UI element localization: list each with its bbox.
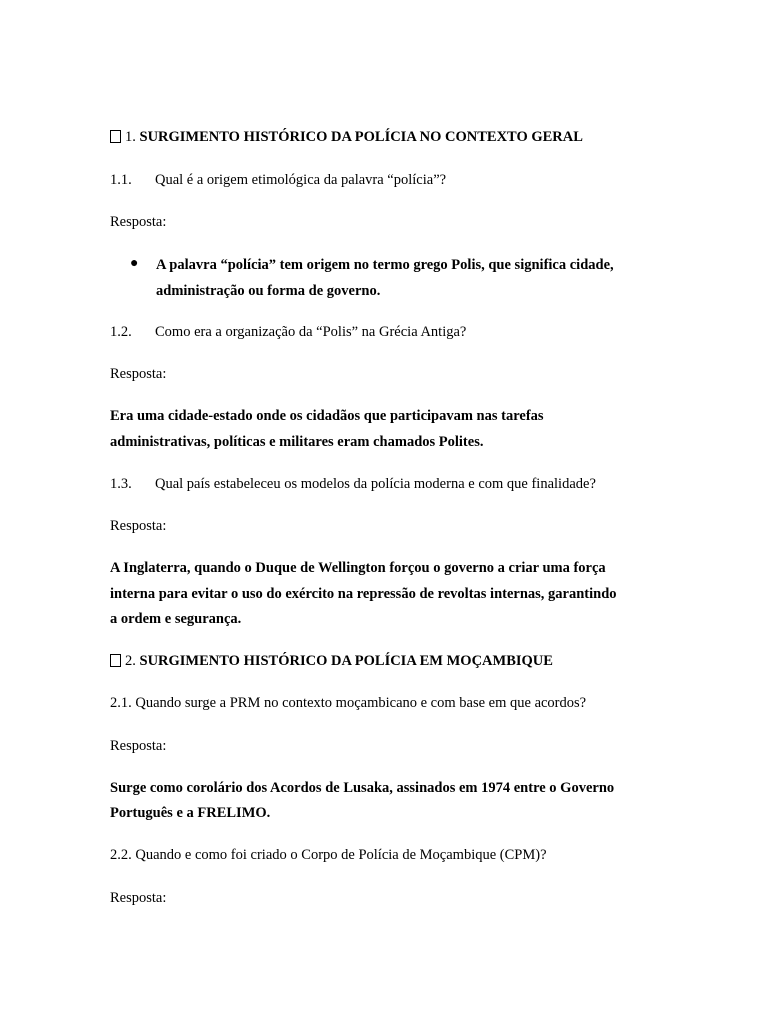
section-title: SURGIMENTO HISTÓRICO DA POLÍCIA NO CONTEXTO GERAL	[139, 129, 583, 145]
question-2-1: 2.1. Quando surge a PRM no contexto moçambicano e com base em que acordos?	[110, 695, 587, 711]
missing-glyph-icon	[110, 654, 121, 667]
answer-label: Resposta:	[110, 518, 167, 534]
question-1-3	[110, 475, 596, 493]
answer-line: Surge como corolário dos Acordos de Lusaka, assinados em 1974 entre o Governo	[110, 780, 615, 796]
section-heading-1	[110, 128, 583, 146]
answer-line: Português e a FRELIMO.	[110, 805, 271, 821]
question-number: 1.1.	[110, 172, 132, 188]
answer-label: Resposta:	[110, 738, 167, 754]
bullet-icon: ●	[130, 256, 139, 271]
answer-line: A palavra “polícia” tem origem no termo grego Polis, que significa cidade,	[156, 257, 614, 273]
missing-glyph-icon	[110, 130, 121, 143]
answer-label: Resposta:	[110, 214, 167, 230]
answer-line: interna para evitar o uso do exército na repressão de revoltas internas, garantindo	[110, 586, 617, 602]
answer-line: Era uma cidade-estado onde os cidadãos que participavam nas tarefas	[110, 408, 544, 424]
section-title: SURGIMENTO HISTÓRICO DA POLÍCIA EM MOÇAMBIQUE	[139, 653, 553, 669]
answer-label: Resposta:	[110, 366, 167, 382]
section-number: 1.	[125, 129, 136, 145]
answer-line: a ordem e segurança.	[110, 611, 242, 627]
question-text: Como era a organização da “Polis” na Grécia Antiga?	[155, 324, 467, 340]
question-text: Qual é a origem etimológica da palavra “polícia”?	[155, 172, 447, 188]
section-number: 2.	[125, 653, 136, 669]
answer-line: administrativas, políticas e militares eram chamados Polites.	[110, 434, 484, 450]
answer-line: A Inglaterra, quando o Duque de Wellington forçou o governo a criar uma força	[110, 560, 606, 576]
answer-line: administração ou forma de governo.	[156, 283, 381, 299]
section-heading-2	[110, 652, 553, 670]
question-2-2: 2.2. Quando e como foi criado o Corpo de Polícia de Moçambique (CPM)?	[110, 847, 547, 863]
question-1-1	[110, 171, 446, 189]
question-number: 1.2.	[110, 324, 132, 340]
question-number: 1.3.	[110, 476, 132, 492]
question-text: Qual país estabeleceu os modelos da polícia moderna e com que finalidade?	[155, 476, 596, 492]
answer-label: Resposta:	[110, 890, 167, 906]
question-1-2	[110, 323, 466, 341]
